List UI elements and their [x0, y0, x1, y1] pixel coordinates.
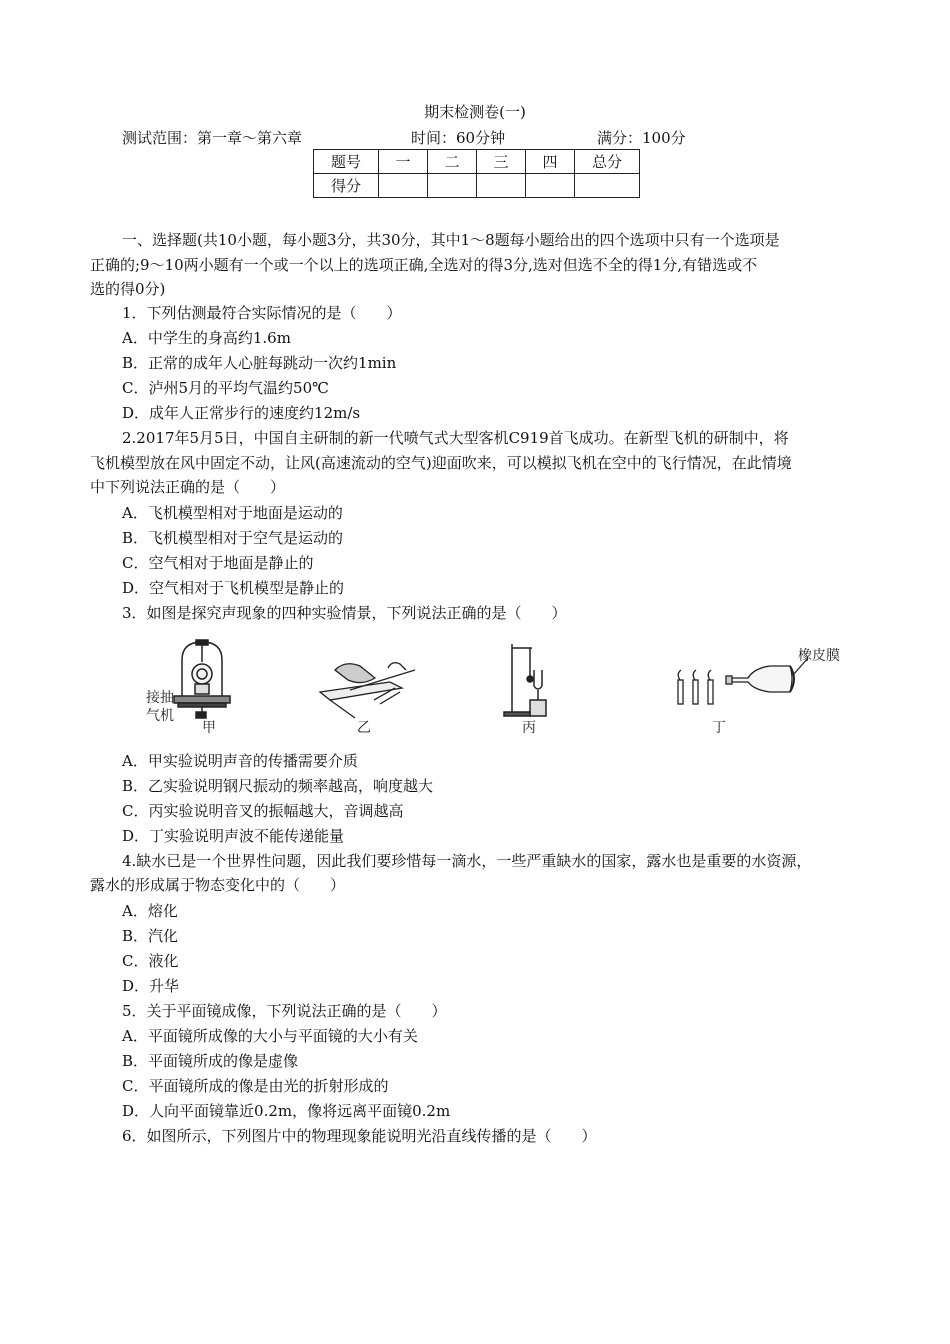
question-3-option-b: B．乙实验说明钢尺振动的频率越高，响度越大: [122, 777, 434, 795]
score-cell: 一: [379, 150, 428, 174]
bell-jar-illustration: [174, 640, 230, 718]
score-cell: 总分: [575, 150, 640, 174]
question-5-option-c: C．平面镜所成的像是由光的折射形成的: [122, 1077, 389, 1095]
figure-label-ding: 丁: [712, 720, 726, 736]
score-table-header-row: [314, 150, 640, 174]
section-intro-line: 正确的;9～10两小题有一个或一个以上的选项正确,全选对的得3分,选对但选不全的得1分,有错选或不: [90, 256, 758, 274]
steel-ruler-illustration: [320, 663, 415, 718]
score-cell: 二: [428, 150, 477, 174]
question-4-option-a: A．熔化: [122, 902, 178, 920]
question-2-option-d: D．空气相对于飞机模型是静止的: [122, 579, 345, 597]
question-6-stem: 6．如图所示，下列图片中的物理现象能说明光沿直线传播的是（ ）: [122, 1127, 597, 1145]
question-4-option-d: D．升华: [122, 977, 180, 995]
score-input-cell: [477, 174, 526, 198]
score-input-cell: [575, 174, 640, 198]
question-2-stem: 中下列说法正确的是（ ）: [90, 478, 286, 496]
test-time: 时间：60分钟: [411, 129, 506, 147]
score-cell: 四: [526, 150, 575, 174]
question-2-stem: 2.2017年5月5日，中国自主研制的新一代喷气式大型客机C919首飞成功。在新型飞机的研制中，将: [122, 429, 789, 447]
figure-label-bing: 丙: [522, 720, 536, 736]
question-5-option-b: B．平面镜所成的像是虚像: [122, 1052, 299, 1070]
tuning-fork-illustration: [504, 644, 546, 716]
question-2-option-b: B．飞机模型相对于空气是运动的: [122, 529, 344, 547]
question-5-option-a: A．平面镜所成像的大小与平面镜的大小有关: [122, 1027, 418, 1045]
score-input-cell: [526, 174, 575, 198]
question-5-option-d: D．人向平面镜靠近0.2m，像将远离平面镜0.2m: [122, 1102, 451, 1120]
test-full-score: 满分：100分: [597, 129, 686, 147]
question-2-stem: 飞机模型放在风中固定不动，让风(高速流动的空气)迎面吹来，可以模拟飞机在空中的飞行情况，在此情境: [90, 454, 792, 472]
question-3-option-a: A．甲实验说明声音的传播需要介质: [122, 752, 358, 770]
question-3-option-c: C．丙实验说明音叉的振幅越大，音调越高: [122, 802, 404, 820]
section-intro-line: 选的得0分): [90, 280, 166, 298]
figure-label-yi: 乙: [357, 720, 371, 736]
score-input-cell: [428, 174, 477, 198]
score-table: [313, 149, 640, 198]
figure-label-membrane: 橡皮膜: [798, 648, 840, 664]
question-3-option-d: D．丁实验说明声波不能传递能量: [122, 827, 345, 845]
question-4-stem: 露水的形成属于物态变化中的（ ）: [90, 876, 346, 894]
candles-bottle-illustration: [678, 658, 808, 704]
section-intro-line: 一、选择题(共10小题，每小题3分，共30分，其中1～8题每小题给出的四个选项中只有一个选项是: [122, 231, 780, 249]
exam-title: 期末检测卷(一): [424, 103, 526, 121]
question-2-option-a: A．飞机模型相对于地面是运动的: [122, 504, 343, 522]
sound-experiments-figure: [130, 640, 840, 740]
score-table-score-row: [314, 174, 640, 198]
question-5-stem: 5．关于平面镜成像，下列说法正确的是（ ）: [122, 1002, 447, 1020]
score-cell: 得分: [314, 174, 379, 198]
test-scope: 测试范围：第一章～第六章: [122, 129, 303, 147]
question-4-option-c: C．液化: [122, 952, 179, 970]
figure-label-jia-pump-1: 接抽: [146, 690, 174, 706]
figure-label-jia-pump-2: 气机: [146, 708, 174, 724]
question-4-stem: 4.缺水已是一个世界性问题，因此我们要珍惜每一滴水，一些严重缺水的国家，露水也是重要的水资源，: [122, 852, 812, 870]
question-4-option-b: B．汽化: [122, 927, 179, 945]
score-input-cell: [379, 174, 428, 198]
question-1-option-d: D．成年人正常步行的速度约12m/s: [122, 404, 361, 422]
question-1-option-c: C．泸州5月的平均气温约50℃: [122, 379, 329, 397]
score-cell: 题号: [314, 150, 379, 174]
question-3-stem: 3．如图是探究声现象的四种实验情景，下列说法正确的是（ ）: [122, 604, 567, 622]
question-2-option-c: C．空气相对于地面是静止的: [122, 554, 314, 572]
figure-label-jia: 甲: [202, 720, 216, 736]
question-1-option-a: A．中学生的身高约1.6m: [122, 329, 291, 347]
score-cell: 三: [477, 150, 526, 174]
question-1-option-b: B．正常的成年人心脏每跳动一次约1min: [122, 354, 397, 372]
question-1-stem: 1．下列估测最符合实际情况的是（ ）: [122, 304, 402, 322]
